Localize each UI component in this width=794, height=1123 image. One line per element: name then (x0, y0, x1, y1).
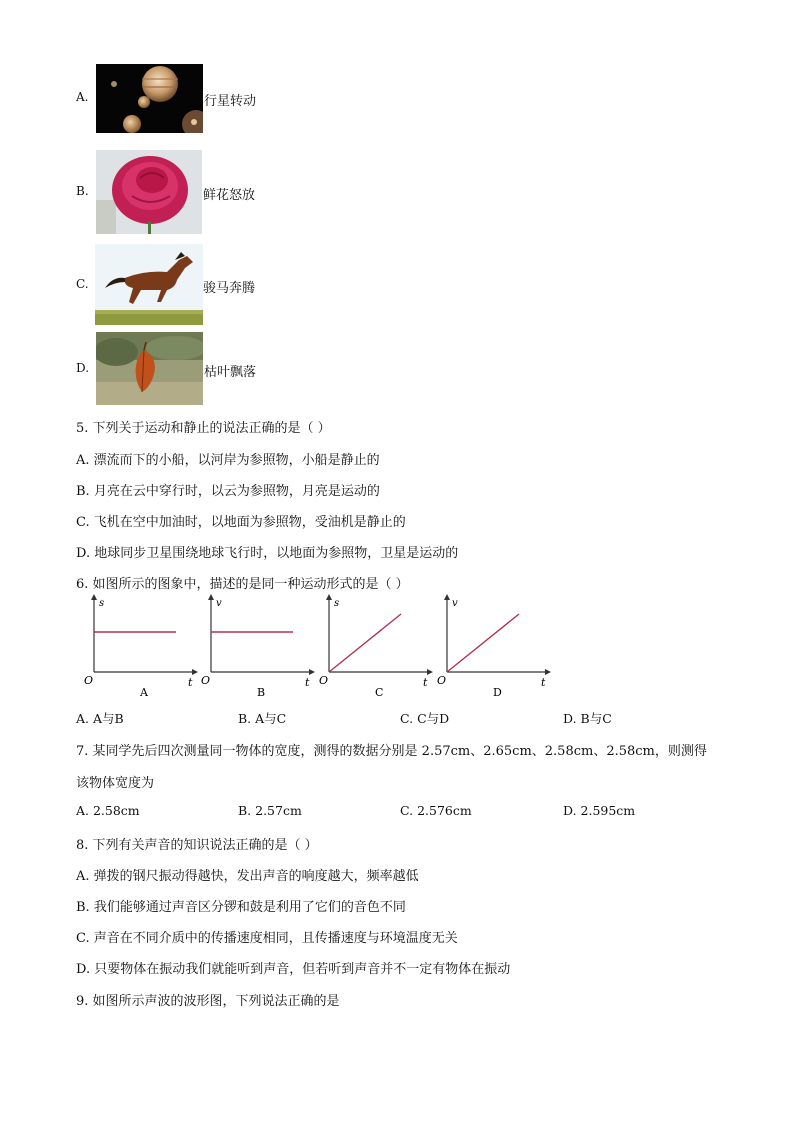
question-stem: 9. 如图所示声波的波形图，下列说法正确的是 (76, 994, 340, 1009)
option-letter: A. (76, 90, 89, 104)
option-d: D. 只要物体在振动我们就能听到声音，但若听到声音并不一定有物体在振动 (76, 962, 511, 977)
question-stem: 5. 下列关于运动和静止的说法正确的是（ ） (76, 421, 331, 436)
graph-title: B (257, 686, 266, 699)
horse-image (95, 244, 203, 325)
y-label: v (216, 598, 222, 609)
answer-a: A. A与B (76, 711, 124, 726)
answer-c: C. C与D (400, 711, 450, 726)
graph-line (447, 614, 519, 672)
x-label: t (423, 676, 428, 689)
rose-image (96, 150, 202, 234)
option-a: A. 弹拨的钢尺振动得越快，发出声音的响度越大，频率越低 (76, 869, 419, 884)
answer-d: D. 2.595cm (563, 803, 636, 818)
option-caption: 行星转动 (204, 94, 257, 109)
question-stem: 6. 如图所示的图象中，描述的是同一种运动形式的是（ ） (76, 577, 409, 592)
graph-title: C (375, 686, 384, 699)
option-caption: 鲜花怒放 (203, 188, 256, 203)
origin-label: O (437, 674, 447, 687)
motion-graph-d (433, 594, 551, 702)
answer-b: B. 2.57cm (238, 803, 302, 818)
origin-label: O (319, 674, 329, 687)
option-letter: B. (76, 184, 89, 198)
planets-image (96, 64, 203, 133)
y-label: v (452, 598, 458, 609)
x-label: t (541, 676, 546, 689)
y-label: s (334, 598, 340, 609)
y-axis-arrow (208, 594, 214, 600)
option-a: A. 漂流而下的小船，以河岸为参照物，小船是静止的 (76, 453, 380, 468)
answer-b: B. A与C (238, 711, 287, 726)
option-caption: 枯叶飘落 (204, 365, 257, 380)
question-stem: 8. 下列有关声音的知识说法正确的是（ ） (76, 838, 318, 853)
origin-label: O (201, 674, 211, 687)
graph-title: D (493, 686, 502, 699)
y-label: s (99, 598, 105, 609)
option-b: B. 我们能够通过声音区分锣和鼓是利用了它们的音色不同 (76, 900, 406, 915)
option-c: C. 声音在不同介质中的传播速度相同，且传播速度与环境温度无关 (76, 931, 458, 946)
y-axis-arrow (444, 594, 450, 600)
falling-leaf-image (96, 332, 203, 405)
y-axis-arrow (91, 594, 97, 600)
option-c: C. 飞机在空中加油时，以地面为参照物，受油机是静止的 (76, 515, 406, 530)
origin-label: O (84, 674, 94, 687)
graph-title: A (140, 686, 148, 699)
x-axis-arrow (545, 669, 551, 675)
motion-graph-b (197, 594, 315, 702)
answer-a: A. 2.58cm (76, 803, 140, 818)
question-stem-line-2: 该物体宽度为 (76, 776, 155, 791)
x-label: t (188, 676, 193, 689)
option-caption: 骏马奔腾 (203, 281, 256, 296)
motion-graph-a (80, 594, 198, 702)
option-b: B. 月亮在云中穿行时，以云为参照物，月亮是运动的 (76, 484, 380, 499)
question-stem-line-1: 7. 某同学先后四次测量同一物体的宽度，测得的数据分别是 2.57cm、2.65cm、2.58cm、2.58cm，则测得 (76, 744, 707, 759)
option-d: D. 地球同步卫星围绕地球飞行时，以地面为参照物，卫星是运动的 (76, 546, 459, 561)
x-label: t (305, 676, 310, 689)
motion-graph-c (315, 594, 433, 702)
option-letter: D. (76, 361, 90, 375)
y-axis-arrow (326, 594, 332, 600)
option-letter: C. (76, 277, 89, 291)
answer-d: D. B与C (563, 711, 612, 726)
answer-c: C. 2.576cm (400, 803, 472, 818)
graph-line (329, 614, 401, 672)
